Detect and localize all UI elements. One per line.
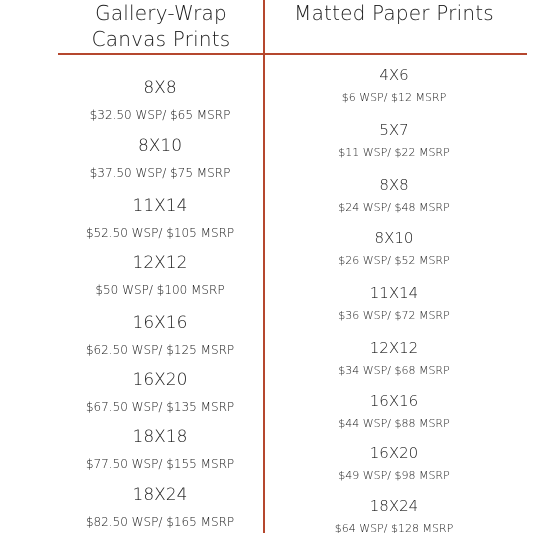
print-size: 11X14 bbox=[132, 196, 188, 216]
list-item bbox=[266, 339, 522, 378]
list-item bbox=[50, 78, 270, 123]
print-size: 18X18 bbox=[132, 427, 188, 447]
canvas-heading-line2: Canvas Prints bbox=[91, 27, 231, 51]
list-item bbox=[266, 176, 522, 215]
list-item bbox=[50, 313, 270, 358]
print-price: $6 WSP/ $12 MSRP bbox=[341, 91, 447, 104]
print-price: $32.50 WSP/ $65 MSRP bbox=[89, 108, 231, 122]
print-size: 18X24 bbox=[132, 485, 188, 505]
list-item bbox=[50, 253, 270, 298]
list-item bbox=[50, 427, 270, 472]
print-price: $34 WSP/ $68 MSRP bbox=[338, 364, 450, 377]
list-item bbox=[50, 136, 270, 181]
list-item bbox=[266, 284, 522, 323]
print-size: 8X8 bbox=[379, 176, 409, 194]
print-price: $24 WSP/ $48 MSRP bbox=[338, 201, 450, 214]
list-item bbox=[266, 444, 522, 483]
print-price: $77.50 WSP/ $155 MSRP bbox=[85, 457, 235, 471]
print-price: $49 WSP/ $98 MSRP bbox=[338, 469, 450, 482]
list-item bbox=[266, 229, 522, 268]
print-size: 11X14 bbox=[369, 284, 419, 302]
canvas-prints-heading bbox=[58, 0, 264, 52]
header-divider bbox=[58, 53, 527, 55]
print-price: $82.50 WSP/ $165 MSRP bbox=[85, 515, 235, 529]
print-size: 16X20 bbox=[132, 370, 188, 390]
print-size: 4X6 bbox=[379, 66, 409, 84]
list-item bbox=[266, 66, 522, 105]
paper-heading-line: Matted Paper Prints bbox=[294, 1, 494, 25]
print-price: $52.50 WSP/ $105 MSRP bbox=[85, 226, 235, 240]
print-size: 12X12 bbox=[369, 339, 419, 357]
print-size: 16X20 bbox=[369, 444, 419, 462]
list-item bbox=[266, 392, 522, 431]
print-size: 8X10 bbox=[137, 136, 183, 156]
canvas-heading-line1: Gallery-Wrap bbox=[95, 1, 227, 25]
print-size: 8X8 bbox=[143, 78, 177, 98]
list-item bbox=[266, 121, 522, 160]
print-size: 16X16 bbox=[132, 313, 188, 333]
print-size: 12X12 bbox=[132, 253, 188, 273]
print-size: 8X10 bbox=[374, 229, 414, 247]
print-size: 5X7 bbox=[379, 121, 409, 139]
print-price: $44 WSP/ $88 MSRP bbox=[338, 417, 450, 430]
print-price: $37.50 WSP/ $75 MSRP bbox=[89, 166, 231, 180]
list-item bbox=[50, 370, 270, 415]
print-price: $64 WSP/ $128 MSRP bbox=[334, 522, 454, 533]
print-size: 16X16 bbox=[369, 392, 419, 410]
print-price: $62.50 WSP/ $125 MSRP bbox=[85, 343, 235, 357]
list-item bbox=[50, 485, 270, 530]
list-item bbox=[266, 497, 522, 533]
print-price: $26 WSP/ $52 MSRP bbox=[338, 254, 450, 267]
print-size: 18X24 bbox=[369, 497, 419, 515]
print-price: $50 WSP/ $100 MSRP bbox=[95, 283, 225, 297]
print-price: $67.50 WSP/ $135 MSRP bbox=[85, 400, 235, 414]
paper-prints-heading bbox=[266, 0, 522, 26]
print-price: $36 WSP/ $72 MSRP bbox=[338, 309, 450, 322]
list-item bbox=[50, 196, 270, 241]
print-price: $11 WSP/ $22 MSRP bbox=[338, 146, 450, 159]
